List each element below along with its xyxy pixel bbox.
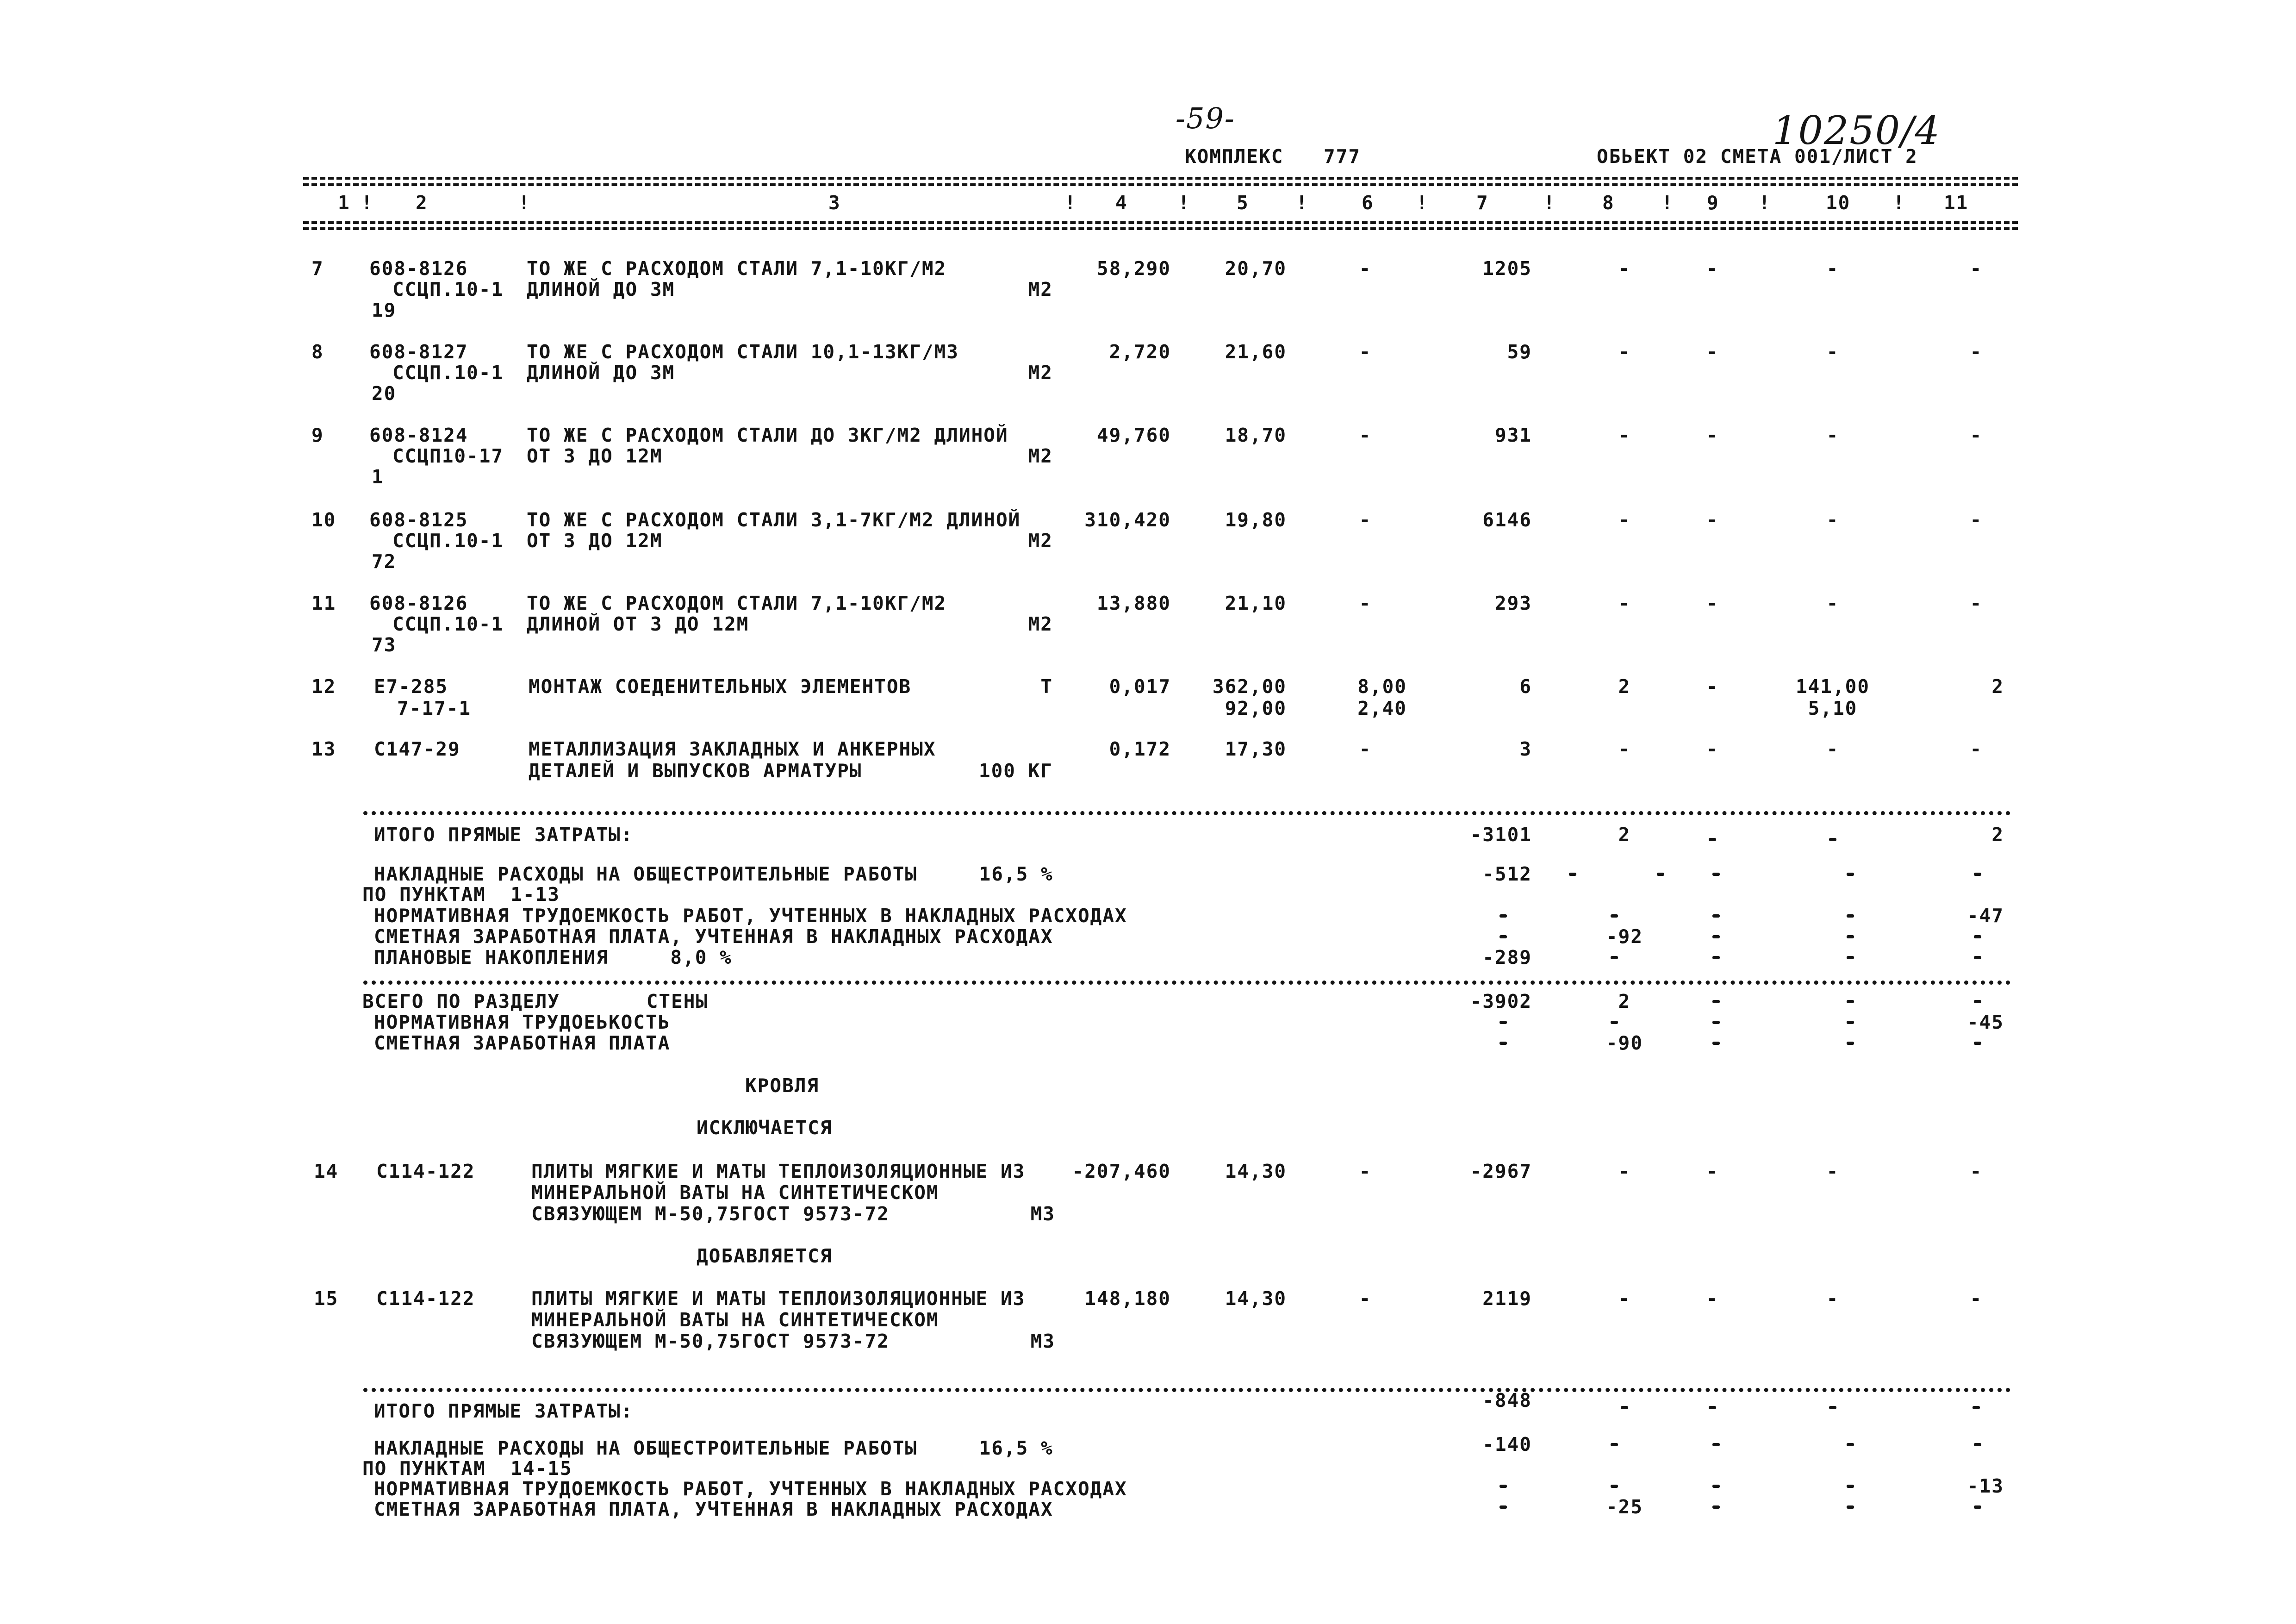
column-separator: ! — [1661, 192, 1674, 214]
empty-cell-dash — [1712, 1443, 1720, 1446]
column-number: 1 — [338, 192, 350, 214]
row-col7: 931 — [1494, 424, 1532, 446]
row-description-2: ОТ 3 ДО 12М — [527, 445, 663, 467]
empty-cell-dash — [1847, 873, 1854, 876]
row-col8: 2 — [1618, 675, 1631, 698]
row-col7: 2119 — [1482, 1287, 1532, 1310]
empty-cell-dash — [1847, 956, 1854, 959]
row-code: С114-122 — [376, 1287, 475, 1310]
row-price-secondary: 92,00 — [1225, 697, 1287, 719]
overhead-2-col7: -140 — [1482, 1433, 1532, 1455]
row-col9: - — [1706, 1287, 1719, 1310]
row-col6: - — [1359, 1160, 1372, 1182]
row-number: 12 — [311, 675, 336, 698]
row-code: 608-8126 — [369, 592, 468, 614]
row-code-tertiary: 1 — [372, 466, 384, 488]
section-wages-col8: -90 — [1605, 1032, 1643, 1054]
row-col6: - — [1359, 424, 1372, 446]
empty-cell-dash — [1712, 956, 1720, 959]
direct-costs-col7: -3101 — [1470, 824, 1532, 846]
row-unit: М2 — [1028, 530, 1053, 552]
column-number: 3 — [828, 192, 841, 214]
items-range-label: ПО ПУНКТАМ 1-13 — [362, 883, 560, 906]
row-code: 608-8124 — [369, 424, 468, 446]
empty-cell-dash — [1712, 935, 1720, 938]
row-description: ПЛИТЫ МЯГКИЕ И МАТЫ ТЕПЛОИЗОЛЯЦИОННЫЕ ИЗ — [531, 1287, 1026, 1310]
row-code-secondary: ССЦП10-17 — [392, 445, 504, 467]
empty-cell-dash — [1847, 1042, 1854, 1045]
row-code-secondary: 7-17-1 — [397, 697, 472, 719]
row-code: 608-8125 — [369, 509, 468, 531]
row-col10-secondary: 5,10 — [1808, 697, 1858, 719]
empty-cell-dash — [1712, 873, 1720, 876]
row-description-2: МИНЕРАЛЬНОЙ ВАТЫ НА СИНТЕТИЧЕСКОМ — [531, 1309, 939, 1331]
labor-intensity-2-label: НОРМАТИВНАЯ ТРУДОЕМКОСТЬ РАБОТ, УЧТЕННЫХ В НАКЛАДНЫХ РАСХОДАХ — [374, 1478, 1127, 1500]
row-col6: - — [1359, 257, 1372, 280]
header-rule-bottom-2 — [303, 227, 2018, 230]
row-price: 17,30 — [1225, 738, 1287, 760]
row-quantity: 49,760 — [1096, 424, 1171, 446]
header-rule-top — [303, 177, 2018, 180]
row-number: 7 — [311, 257, 324, 280]
row-col10: - — [1826, 592, 1839, 614]
row-col9: - — [1706, 738, 1719, 760]
row-quantity: 13,880 — [1096, 592, 1171, 614]
empty-cell-dash — [1974, 1443, 1981, 1446]
empty-cell-dash — [1847, 1443, 1854, 1446]
column-number: 8 — [1602, 192, 1615, 214]
row-col11: - — [1970, 424, 1983, 446]
row-unit: Т — [1040, 675, 1053, 698]
direct-costs-col10 — [1796, 825, 1870, 844]
complex-label: КОМПЛЕКС — [1185, 145, 1284, 168]
row-col8: - — [1618, 341, 1631, 363]
direct-costs-col11: 2 — [1991, 824, 2004, 846]
row-quantity: 0,017 — [1109, 675, 1171, 698]
row-col9: - — [1706, 675, 1719, 698]
empty-cell-dash — [1712, 1021, 1720, 1024]
row-code-tertiary: 73 — [372, 634, 397, 656]
row-col8: - — [1618, 592, 1631, 614]
row-col11: 2 — [1991, 675, 2004, 698]
row-price: 20,70 — [1225, 257, 1287, 280]
direct-costs-2-col7: -848 — [1482, 1389, 1532, 1412]
overhead-label: НАКЛАДНЫЕ РАСХОДЫ НА ОБЩЕСТРОИТЕЛЬНЫЕ РАБОТЫ 16,5 % — [374, 863, 1053, 885]
row-number: 9 — [311, 424, 324, 446]
empty-cell-dash — [1712, 1505, 1720, 1509]
row-unit: 100 КГ — [978, 760, 1053, 782]
row-quantity: 310,420 — [1084, 509, 1171, 531]
row-description: ТО ЖЕ С РАСХОДОМ СТАЛИ ДО 3КГ/М2 ДЛИНОЙ — [527, 424, 1008, 446]
row-code: С147-29 — [374, 738, 460, 760]
column-separator: ! — [1543, 192, 1556, 214]
row-number: 14 — [314, 1160, 339, 1182]
row-unit: М2 — [1028, 445, 1053, 467]
row-col10: - — [1826, 509, 1839, 531]
column-number: 5 — [1237, 192, 1249, 214]
row-col9: - — [1706, 257, 1719, 280]
direct-costs-2-col11 — [1944, 1393, 2009, 1412]
row-number: 8 — [311, 341, 324, 363]
row-col7: -2967 — [1470, 1160, 1532, 1182]
empty-cell-dash — [1500, 1485, 1507, 1488]
column-number: 7 — [1476, 192, 1489, 214]
column-separator: ! — [518, 192, 531, 214]
column-number: 9 — [1707, 192, 1719, 214]
direct-costs-label: ИТОГО ПРЯМЫЕ ЗАТРАТЫ: — [374, 824, 634, 846]
summary-dotted-rule — [363, 811, 2011, 815]
row-quantity: 58,290 — [1096, 257, 1171, 280]
row-col8: - — [1618, 1287, 1631, 1310]
row-col11: - — [1970, 1160, 1983, 1182]
row-code-tertiary: 20 — [372, 382, 397, 405]
row-price: 19,80 — [1225, 509, 1287, 531]
row-description-2: ДЛИНОЙ ДО 3М — [527, 362, 675, 384]
row-description: ТО ЖЕ С РАСХОДОМ СТАЛИ 7,1-10КГ/М2 — [527, 592, 947, 614]
added-label: ДОБАВЛЯЕТСЯ — [697, 1245, 833, 1267]
labor-intensity-col11: -47 — [1966, 905, 2004, 927]
empty-cell-dash — [1611, 1021, 1618, 1024]
row-col9: - — [1706, 341, 1719, 363]
column-separator: ! — [1416, 192, 1429, 214]
row-code: С114-122 — [376, 1160, 475, 1182]
header-rule-bottom — [303, 221, 2018, 224]
row-col11: - — [1970, 509, 1983, 531]
row-col11: - — [1970, 341, 1983, 363]
row-quantity: 2,720 — [1109, 341, 1171, 363]
row-col7: 6146 — [1482, 509, 1532, 531]
row-price: 14,30 — [1225, 1160, 1287, 1182]
row-col10: - — [1826, 257, 1839, 280]
row-col10: - — [1826, 424, 1839, 446]
row-price: 18,70 — [1225, 424, 1287, 446]
empty-cell-dash — [1569, 873, 1576, 876]
row-col8: - — [1618, 424, 1631, 446]
empty-cell-dash — [1611, 956, 1618, 959]
overhead-2-label: НАКЛАДНЫЕ РАСХОДЫ НА ОБЩЕСТРОИТЕЛЬНЫЕ РАБОТЫ 16,5 % — [374, 1437, 1053, 1459]
row-quantity: -207,460 — [1072, 1160, 1171, 1182]
row-col6: - — [1359, 1287, 1372, 1310]
row-col7: 6 — [1519, 675, 1532, 698]
row-col6: 8,00 — [1357, 675, 1407, 698]
row-code: 608-8126 — [369, 257, 468, 280]
section-total-col8: 2 — [1618, 990, 1631, 1012]
row-col11: - — [1970, 257, 1983, 280]
column-number: 2 — [416, 192, 428, 214]
row-col10: - — [1826, 1160, 1839, 1182]
row-col10: - — [1826, 738, 1839, 760]
row-code-tertiary: 72 — [372, 550, 397, 573]
wages-2-label: СМЕТНАЯ ЗАРАБОТНАЯ ПЛАТА, УЧТЕННАЯ В НАКЛАДНЫХ РАСХОДАХ — [374, 1498, 1053, 1520]
row-col9: - — [1706, 424, 1719, 446]
wages-label: СМЕТНАЯ ЗАРАБОТНАЯ ПЛАТА, УЧТЕННАЯ В НАКЛАДНЫХ РАСХОДАХ — [374, 925, 1053, 948]
empty-cell-dash — [1712, 1042, 1720, 1045]
column-separator: ! — [1064, 192, 1077, 214]
column-number: 10 — [1826, 192, 1851, 214]
row-description-2: ДЛИНОЙ ОТ 3 ДО 12М — [527, 613, 749, 635]
row-code: 608-8127 — [369, 341, 468, 363]
labor-intensity-label: НОРМАТИВНАЯ ТРУДОЕМКОСТЬ РАБОТ, УЧТЕННЫХ В НАКЛАДНЫХ РАСХОДАХ — [374, 905, 1127, 927]
excluded-label: ИСКЛЮЧАЕТСЯ — [697, 1117, 833, 1139]
column-number: 11 — [1944, 192, 1969, 214]
section-labor-col11: -45 — [1966, 1011, 2004, 1033]
row-description: ТО ЖЕ С РАСХОДОМ СТАЛИ 3,1-7КГ/М2 ДЛИНОЙ — [527, 509, 1021, 531]
row-col10: - — [1826, 341, 1839, 363]
row-quantity: 0,172 — [1109, 738, 1171, 760]
row-unit: М2 — [1028, 278, 1053, 300]
row-col7: 293 — [1494, 592, 1532, 614]
empty-cell-dash — [1847, 1485, 1854, 1488]
section-total-col7: -3902 — [1470, 990, 1532, 1012]
planned-savings-label: ПЛАНОВЫЕ НАКОПЛЕНИЯ 8,0 % — [374, 946, 732, 968]
empty-cell-dash — [1847, 1505, 1854, 1509]
empty-cell-dash — [1974, 1505, 1981, 1509]
direct-costs-col9 — [1685, 825, 1740, 844]
row-description: ТО ЖЕ С РАСХОДОМ СТАЛИ 7,1-10КГ/М2 — [527, 257, 947, 280]
empty-cell-dash — [1847, 1000, 1854, 1003]
summary-2-dotted-rule — [363, 1388, 2011, 1392]
row-col8: - — [1618, 257, 1631, 280]
empty-cell-dash — [1974, 1042, 1981, 1045]
empty-cell-dash — [1500, 1042, 1507, 1045]
row-col11: - — [1970, 1287, 1983, 1310]
row-col6: - — [1359, 509, 1372, 531]
row-col7: 1205 — [1482, 257, 1532, 280]
empty-cell-dash — [1500, 914, 1507, 918]
column-number: 6 — [1362, 192, 1374, 214]
row-col9: - — [1706, 509, 1719, 531]
items-range-2-label: ПО ПУНКТАМ 14-15 — [362, 1457, 572, 1480]
empty-cell-dash — [1500, 1021, 1507, 1024]
row-col6-secondary: 2,40 — [1357, 697, 1407, 719]
wages-2-col8: -25 — [1605, 1496, 1643, 1518]
section-labor-label: НОРМАТИВНАЯ ТРУДОЕЬКОСТЬ — [374, 1011, 671, 1033]
section-total-label: ВСЕГО ПО РАЗДЕЛУ СТЕНЫ — [362, 990, 709, 1012]
row-quantity: 148,180 — [1084, 1287, 1171, 1310]
empty-cell-dash — [1974, 1000, 1981, 1003]
row-col6: - — [1359, 738, 1372, 760]
row-number: 10 — [311, 509, 336, 531]
empty-cell-dash — [1611, 914, 1618, 918]
row-price: 362,00 — [1212, 675, 1287, 698]
empty-cell-dash — [1500, 935, 1507, 938]
empty-cell-dash — [1847, 914, 1854, 918]
column-separator: ! — [1759, 192, 1771, 214]
empty-cell-dash — [1974, 956, 1981, 959]
row-code-secondary: ССЦП.10-1 — [392, 613, 504, 635]
row-price: 14,30 — [1225, 1287, 1287, 1310]
column-number: 4 — [1115, 192, 1128, 214]
row-description-3: СВЯЗУЮЩЕМ М-50,75ГОСТ 9573-72 — [531, 1330, 890, 1352]
direct-costs-2-label: ИТОГО ПРЯМЫЕ ЗАТРАТЫ: — [374, 1400, 634, 1422]
row-price: 21,60 — [1225, 341, 1287, 363]
row-col6: - — [1359, 341, 1372, 363]
direct-costs-2-col9 — [1685, 1393, 1740, 1412]
row-col8: - — [1618, 509, 1631, 531]
row-col9: - — [1706, 1160, 1719, 1182]
labor-intensity-2-col11: -13 — [1966, 1475, 2004, 1497]
row-price: 21,10 — [1225, 592, 1287, 614]
complex-value: 777 — [1324, 145, 1361, 168]
row-code-secondary: ССЦП.10-1 — [392, 278, 504, 300]
column-separator: ! — [1178, 192, 1190, 214]
column-separator: ! — [361, 192, 373, 214]
row-description: МЕТАЛЛИЗАЦИЯ ЗАКЛАДНЫХ И АНКЕРНЫХ — [529, 738, 936, 760]
row-description-2: ДЛИНОЙ ДО 3М — [527, 278, 675, 300]
row-col10: - — [1826, 1287, 1839, 1310]
empty-cell-dash — [1974, 935, 1981, 938]
direct-costs-2-col8 — [1583, 1393, 1666, 1412]
direct-costs-2-col10 — [1796, 1393, 1870, 1412]
empty-cell-dash — [1712, 914, 1720, 918]
row-col8: - — [1618, 738, 1631, 760]
section-title: КРОВЛЯ — [745, 1074, 820, 1097]
row-col10: 141,00 — [1795, 675, 1870, 698]
empty-cell-dash — [1847, 935, 1854, 938]
row-description-2: ДЕТАЛЕЙ И ВЫПУСКОВ АРМАТУРЫ — [529, 760, 862, 782]
row-description: ПЛИТЫ МЯГКИЕ И МАТЫ ТЕПЛОИЗОЛЯЦИОННЫЕ ИЗ — [531, 1160, 1026, 1182]
row-code-secondary: ССЦП.10-1 — [392, 362, 504, 384]
header-rule-middle — [303, 183, 2018, 186]
empty-cell-dash — [1657, 873, 1664, 876]
row-description-2: ОТ 3 ДО 12М — [527, 530, 663, 552]
row-col9: - — [1706, 592, 1719, 614]
row-unit: М3 — [1030, 1203, 1055, 1225]
object-sheet-label: ОБЬЕКТ 02 СМЕТА 001/ЛИСТ 2 — [1597, 145, 1918, 168]
row-description-3: СВЯЗУЮЩЕМ М-50,75ГОСТ 9573-72 — [531, 1203, 890, 1225]
row-col11: - — [1970, 592, 1983, 614]
column-separator: ! — [1893, 192, 1905, 214]
section-total-dotted-rule — [363, 981, 2011, 985]
row-code-secondary: ССЦП.10-1 — [392, 530, 504, 552]
section-wages-label: СМЕТНАЯ ЗАРАБОТНАЯ ПЛАТА — [374, 1032, 671, 1054]
row-col6: - — [1359, 592, 1372, 614]
empty-cell-dash — [1847, 1021, 1854, 1024]
row-code-tertiary: 19 — [372, 299, 397, 321]
row-unit: М2 — [1028, 362, 1053, 384]
row-unit: М2 — [1028, 613, 1053, 635]
row-number: 11 — [311, 592, 336, 614]
row-number: 15 — [314, 1287, 339, 1310]
row-unit: М3 — [1030, 1330, 1055, 1352]
planned-savings-col7: -289 — [1482, 946, 1532, 968]
row-description: МОНТАЖ СОЕДЕНИТЕЛЬНЫХ ЭЛЕМЕНТОВ — [529, 675, 912, 698]
handwritten-reference: 10250/4 — [1773, 108, 1941, 153]
page-number: -59- — [1176, 101, 1235, 135]
direct-costs-col8: 2 — [1618, 824, 1631, 846]
overhead-col7: -512 — [1482, 863, 1532, 885]
column-separator: ! — [1296, 192, 1308, 214]
row-col8: - — [1618, 1160, 1631, 1182]
empty-cell-dash — [1611, 1443, 1618, 1446]
empty-cell-dash — [1611, 1485, 1618, 1488]
wages-col8: -92 — [1605, 925, 1643, 948]
row-number: 13 — [311, 738, 336, 760]
empty-cell-dash — [1500, 1505, 1507, 1509]
empty-cell-dash — [1974, 873, 1981, 876]
row-code: Е7-285 — [374, 675, 448, 698]
row-col7: 59 — [1507, 341, 1532, 363]
empty-cell-dash — [1712, 1000, 1720, 1003]
row-col11: - — [1970, 738, 1983, 760]
empty-cell-dash — [1712, 1485, 1720, 1488]
row-description-2: МИНЕРАЛЬНОЙ ВАТЫ НА СИНТЕТИЧЕСКОМ — [531, 1181, 939, 1204]
row-description: ТО ЖЕ С РАСХОДОМ СТАЛИ 10,1-13КГ/М3 — [527, 341, 959, 363]
row-col7: 3 — [1519, 738, 1532, 760]
